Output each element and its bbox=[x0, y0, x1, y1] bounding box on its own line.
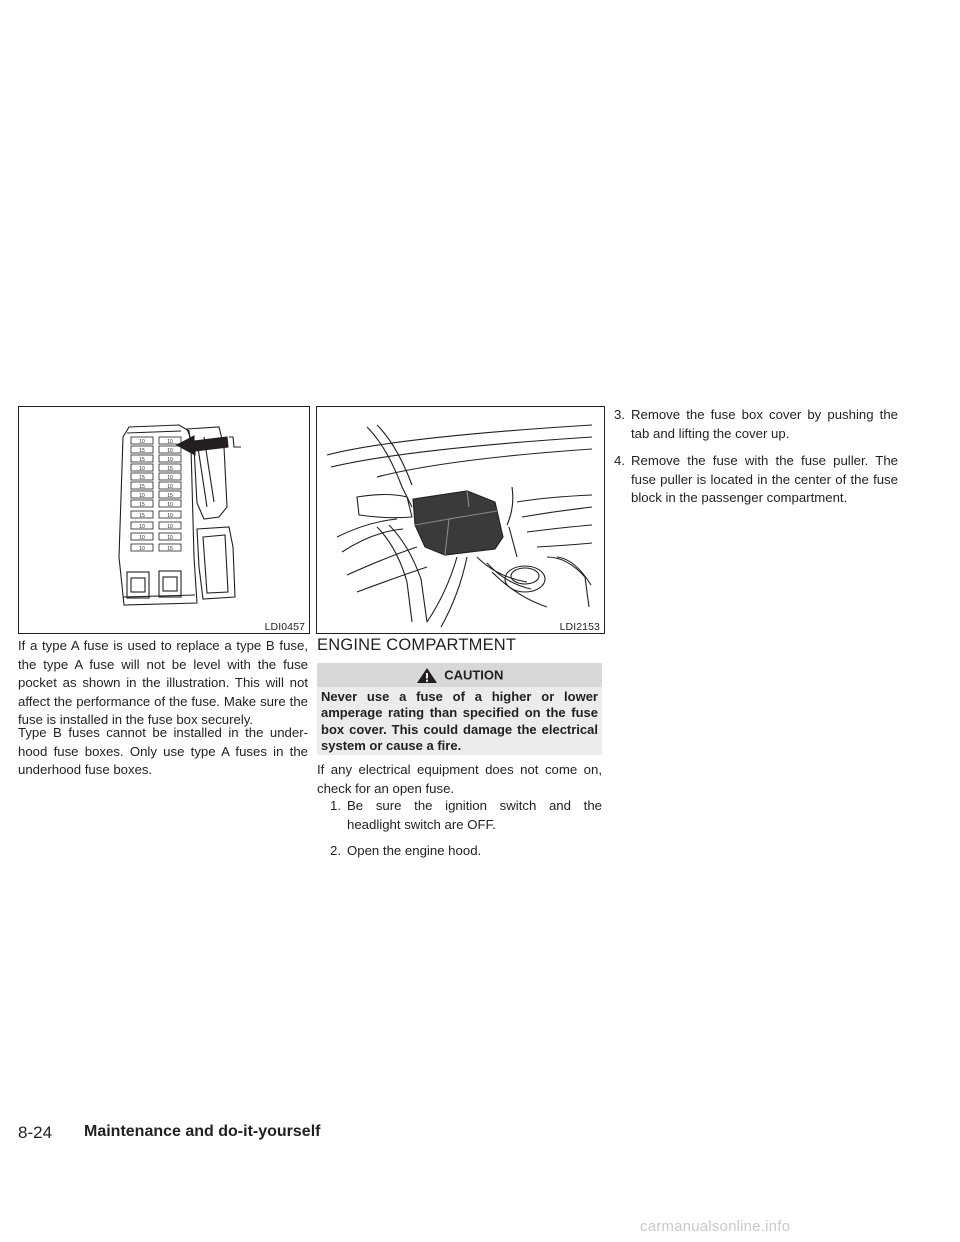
fuse-rating-label: 10 bbox=[139, 524, 145, 530]
engine-compartment-illustration bbox=[317, 407, 604, 633]
step-text: Open the engine hood. bbox=[347, 843, 482, 858]
step-text: Remove the fuse with the fuse puller. The fuse puller is located in the center of the fuse block in the passenger compartment. bbox=[631, 453, 898, 505]
fuse-rating-label: 10 bbox=[139, 535, 145, 541]
fuse-rating-label: 15 bbox=[139, 484, 145, 490]
figure-label: LDI2153 bbox=[559, 621, 600, 633]
step-1 bbox=[330, 797, 602, 834]
fuse-rating-label: 10 bbox=[139, 466, 145, 472]
caution-body bbox=[317, 687, 602, 755]
step-number: 2. bbox=[330, 843, 341, 858]
fuse-rating-label: 15 bbox=[167, 546, 173, 552]
fuse-block-illustration bbox=[19, 407, 309, 633]
fuse-rating-label: 15 bbox=[167, 466, 173, 472]
fuse-rating-label: 10 bbox=[167, 524, 173, 530]
step-number: 1. bbox=[330, 798, 341, 813]
watermark-text: carmanualsonline.info bbox=[640, 1218, 791, 1235]
step-2 bbox=[330, 842, 602, 861]
caution-title: CAUTION bbox=[444, 667, 504, 683]
fuse-block-figure bbox=[18, 406, 310, 634]
fuse-rating-label: 10 bbox=[167, 475, 173, 481]
fuse-rating-label: 10 bbox=[139, 493, 145, 499]
step-text: Be sure the ignition switch and the headlight switch are OFF. bbox=[347, 798, 602, 832]
step-number: 3. bbox=[614, 407, 625, 422]
fuse-rating-label: 15 bbox=[139, 448, 145, 454]
section-heading: ENGINE COMPARTMENT bbox=[317, 636, 517, 654]
fuse-rating-label: 10 bbox=[167, 513, 173, 519]
fuse-rating-label: 10 bbox=[167, 439, 173, 445]
figure-label: LDI0457 bbox=[264, 621, 305, 633]
fuse-rating-label: 15 bbox=[167, 493, 173, 499]
fuse-rating-label: 15 bbox=[139, 457, 145, 463]
fuse-rating-label: 10 bbox=[167, 457, 173, 463]
step-text: Remove the fuse box cover by pushing the tab and lifting the cover up. bbox=[631, 407, 898, 441]
step-number: 4. bbox=[614, 453, 625, 468]
fuse-rating-label: 15 bbox=[139, 502, 145, 508]
type-a-fuse-paragraph: If a type A fuse is used to replace a type B fuse, the type A fuse will not be level with the fuse pocket as shown in the illustration. This will not affect the performance of the fuse. Make sure the fuse is installed in the fuse box securely. bbox=[18, 638, 308, 727]
engine-compartment-figure bbox=[316, 406, 605, 634]
fuse-rating-label: 15 bbox=[139, 513, 145, 519]
warning-icon bbox=[416, 667, 438, 684]
type-b-fuse-paragraph: Type B fuses cannot be installed in the under-hood fuse boxes. Only use type A fuses in the underhood fuse boxes. bbox=[18, 725, 308, 777]
fuse-rating-label: 10 bbox=[167, 484, 173, 490]
footer-section-title: Maintenance and do-it-yourself bbox=[84, 1123, 321, 1140]
fuse-rating-label: 10 bbox=[139, 439, 145, 445]
fuse-rating-label: 10 bbox=[167, 535, 173, 541]
step-4 bbox=[614, 452, 898, 508]
open-fuse-intro: If any electrical equipment does not come on, check for an open fuse. bbox=[317, 762, 602, 796]
fuse-rating-label: 10 bbox=[167, 502, 173, 508]
fuse-rating-label: 10 bbox=[139, 546, 145, 552]
page-number: 8-24 bbox=[18, 1123, 53, 1142]
caution-text: Never use a fuse of a higher or lower amperage rating than specified on the fuse box cover. This could damage the electrical system or cause a fire. bbox=[321, 689, 598, 753]
fuse-rating-label: 15 bbox=[139, 475, 145, 481]
caution-header bbox=[317, 663, 602, 687]
fuse-rating-label: 10 bbox=[167, 448, 173, 454]
step-3 bbox=[614, 406, 898, 443]
